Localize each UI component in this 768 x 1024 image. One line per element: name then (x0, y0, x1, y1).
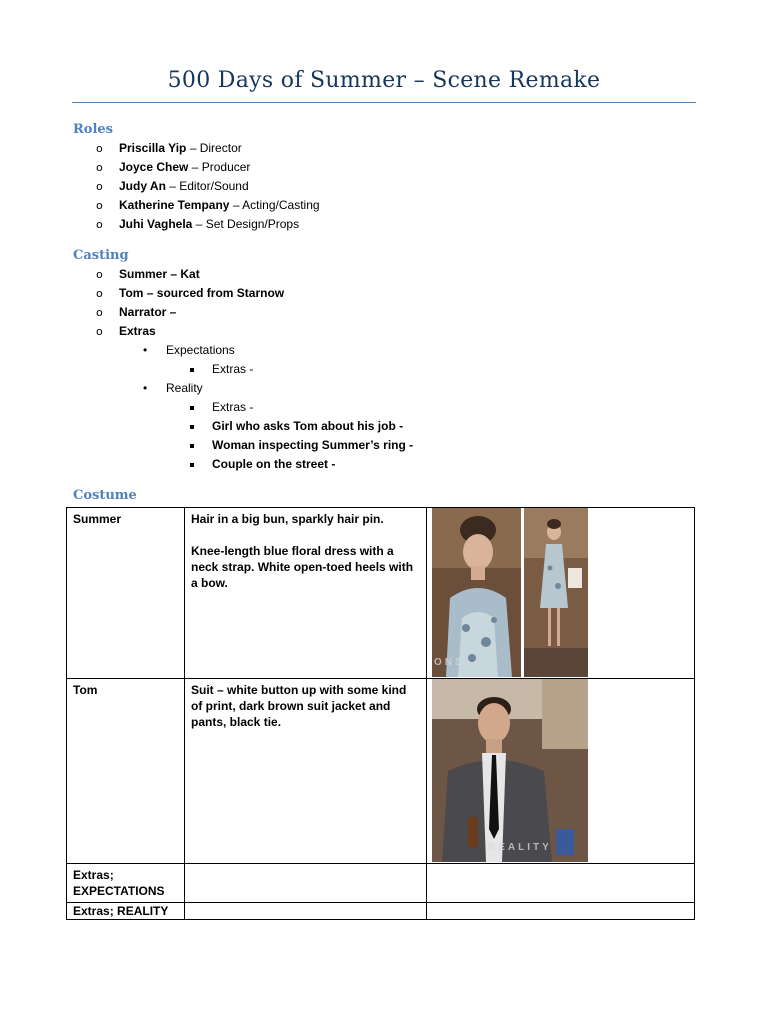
costume-description: Knee-length blue floral dress with a neck strap. White open-toed heels with a bow. (191, 544, 414, 590)
costume-description: Hair in a big bun, sparkly hair pin. (191, 512, 384, 526)
photo-caption: ONS (434, 657, 465, 668)
summer-closeup-image (432, 508, 521, 677)
table-row (67, 864, 695, 903)
role-name: Joyce Chew (119, 160, 189, 174)
role-name: Judy An (119, 179, 166, 193)
row-label: Tom (67, 679, 185, 864)
role-name: Juhi Vaghela (119, 217, 193, 231)
summer-fullbody-image (524, 508, 588, 677)
role-title: – Editor/Sound (169, 179, 249, 193)
row-label: Extras; REALITY (67, 903, 185, 920)
role-title: – Producer (191, 160, 251, 174)
table-row (67, 903, 695, 920)
costume-table (66, 507, 695, 920)
table-row (67, 508, 695, 679)
row-label: Extras; EXPECTATIONS (67, 864, 185, 903)
costume-description: Suit – white button up with some kind of print, dark brown suit jacket and pants, black tie. (185, 679, 427, 864)
role-title: – Director (189, 141, 242, 155)
costume-heading: Costume (73, 488, 137, 503)
summer-photo-full (524, 508, 588, 677)
title-underline (72, 102, 696, 103)
tom-photo (432, 679, 588, 862)
photo-caption: REALITY (488, 842, 552, 853)
casting-heading: Casting (73, 248, 129, 263)
role-name: Priscilla Yip (119, 141, 187, 155)
role-title: – Acting/Casting (232, 198, 320, 212)
document-title: 500 Days of Summer – Scene Remake (167, 68, 601, 93)
tom-suit-image (432, 679, 588, 862)
table-row (67, 679, 695, 864)
role-name: Katherine Tempany (119, 198, 230, 212)
row-label: Summer (67, 508, 185, 679)
summer-photo-closeup (432, 508, 521, 677)
role-title: – Set Design/Props (195, 217, 300, 231)
roles-heading: Roles (73, 122, 114, 137)
